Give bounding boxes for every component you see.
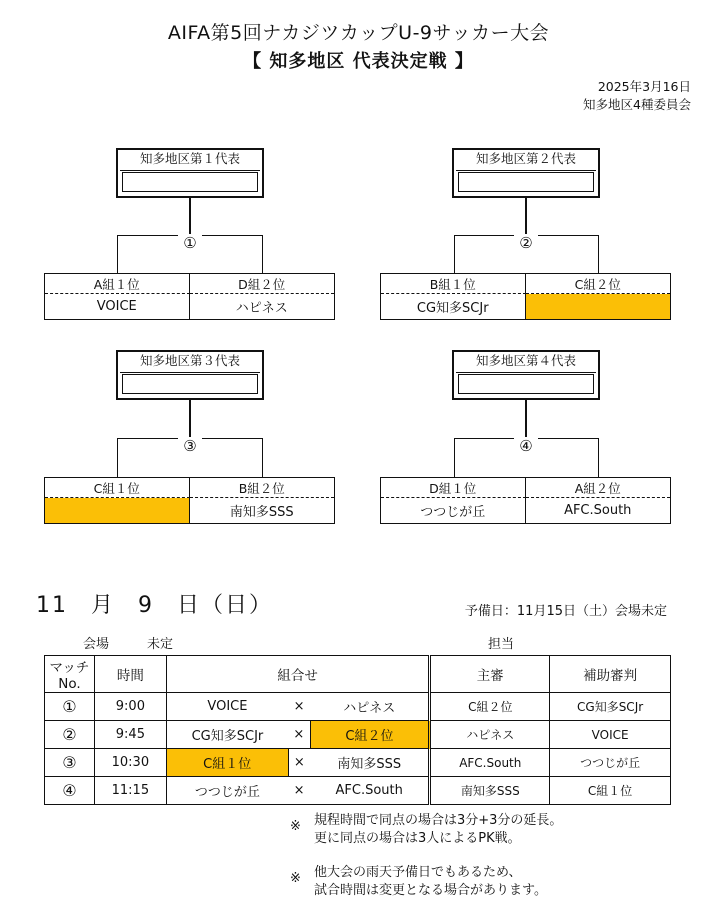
match-date: 11 月 9 日（日） (36, 593, 273, 618)
referee: AFC.South (430, 749, 550, 777)
table-row (45, 693, 671, 721)
table-row (45, 777, 671, 805)
representative-box (116, 350, 264, 400)
representative-box (452, 148, 600, 198)
team-box (44, 477, 335, 524)
group-rank-label: A組２位 (526, 478, 671, 498)
venue-label: 会場 (83, 637, 110, 652)
away-team: 南知多SSS (310, 749, 430, 777)
spare-day: 予備日：11月15日（土）会場未定 (464, 604, 667, 619)
assistant-referee: つつじが丘 (550, 749, 671, 777)
representative-label: 知多地区第４代表 (456, 352, 596, 373)
organizer: 知多地区4種委員会 (583, 97, 691, 112)
kickoff-time: 9:00 (94, 693, 166, 721)
venue-value: 未定 (147, 637, 174, 652)
bracket-line (598, 235, 599, 273)
away-team: ハピネス (310, 693, 430, 721)
note-line: 規程時間で同点の場合は3分+3分の延長。 (314, 813, 563, 828)
document-date: 2025年3月16日 (597, 79, 691, 94)
home-team-undecided: C組１位 (166, 749, 288, 777)
assistant-referee: VOICE (550, 721, 671, 749)
group-rank-label: B組２位 (190, 478, 335, 498)
header-match-no: マッチNo. (45, 656, 95, 693)
home-team: つつじが丘 (166, 777, 288, 805)
match-no: ② (45, 721, 95, 749)
bracket-line (454, 438, 455, 477)
vs-mark: × (288, 749, 310, 777)
match-number: ① (178, 234, 202, 252)
group-rank-label: C組２位 (526, 274, 671, 294)
team-name: AFC.South (564, 503, 632, 518)
assistant-referee: C組１位 (550, 777, 671, 805)
table-row (45, 721, 671, 749)
match-no: ③ (45, 749, 95, 777)
bracket-line (189, 198, 191, 235)
note-line: 試合時間は変更となる場合があります。 (314, 883, 547, 898)
note-line: 更に同点の場合は3人によるPK戦。 (314, 831, 521, 846)
representative-box (116, 148, 264, 198)
match-no: ① (45, 693, 95, 721)
kickoff-time: 9:45 (94, 721, 166, 749)
away-team-undecided: C組２位 (310, 721, 430, 749)
bracket-line (262, 235, 263, 273)
representative-label: 知多地区第２代表 (456, 150, 596, 171)
team-name-undecided (526, 294, 671, 319)
team-box (380, 273, 671, 320)
team-name: CG知多SCJr (381, 294, 526, 319)
group-rank-label: A組１位 (45, 274, 190, 294)
bracket-line (262, 438, 263, 477)
group-rank-label: B組１位 (381, 274, 526, 294)
team-name-undecided (45, 498, 190, 523)
note-mark: ※ (290, 871, 301, 886)
match-number: ③ (178, 437, 202, 455)
schedule-table (44, 655, 671, 805)
bracket-line (454, 235, 455, 273)
bracket-line (117, 438, 118, 477)
note-extra-time (290, 812, 562, 848)
header-referee: 主審 (430, 656, 550, 693)
header-pairing: 組合せ (166, 656, 430, 693)
bracket-line (189, 400, 191, 438)
team-box (380, 477, 671, 524)
match-number: ② (514, 234, 538, 252)
representative-slot (122, 374, 258, 394)
header-time: 時間 (94, 656, 166, 693)
referee: C組２位 (430, 693, 550, 721)
table-header-row (45, 656, 671, 693)
vs-mark: × (288, 693, 310, 721)
kickoff-time: 11:15 (94, 777, 166, 805)
home-team: VOICE (166, 693, 288, 721)
bracket-line (525, 400, 527, 438)
duty-label: 担当 (488, 637, 515, 652)
note-schedule-change (290, 864, 547, 900)
kickoff-time: 10:30 (94, 749, 166, 777)
bracket-line (525, 198, 527, 235)
note-line: 他大会の雨天予備日でもあるため、 (314, 865, 522, 880)
home-team: CG知多SCJr (166, 721, 288, 749)
table-row (45, 749, 671, 777)
tournament-title: AIFA第5回ナカジツカップU-9サッカー大会 (167, 22, 550, 44)
header-assistant: 補助審判 (550, 656, 671, 693)
note-mark: ※ (290, 819, 301, 834)
match-number: ④ (514, 437, 538, 455)
representative-slot (122, 172, 258, 192)
referee: 南知多SSS (430, 777, 550, 805)
group-rank-label: C組１位 (45, 478, 190, 498)
representative-box (452, 350, 600, 400)
match-no: ④ (45, 777, 95, 805)
representative-slot (458, 172, 594, 192)
referee: ハピネス (430, 721, 550, 749)
assistant-referee: CG知多SCJr (550, 693, 671, 721)
representative-slot (458, 374, 594, 394)
representative-label: 知多地区第３代表 (120, 352, 260, 373)
group-rank-label: D組２位 (190, 274, 335, 294)
bracket-line (117, 235, 118, 273)
representative-label: 知多地区第１代表 (120, 150, 260, 171)
away-team: AFC.South (310, 777, 430, 805)
tournament-subtitle: 【 知多地区 代表決定戦 】 (243, 51, 474, 72)
team-name: ハピネス (235, 301, 288, 316)
team-name: つつじが丘 (381, 498, 526, 523)
team-name: VOICE (45, 294, 190, 319)
team-name: 南知多SSS (229, 505, 294, 520)
group-rank-label: D組１位 (381, 478, 526, 498)
vs-mark: × (288, 777, 310, 805)
bracket-line (598, 438, 599, 477)
vs-mark: × (288, 721, 310, 749)
team-box (44, 273, 335, 320)
